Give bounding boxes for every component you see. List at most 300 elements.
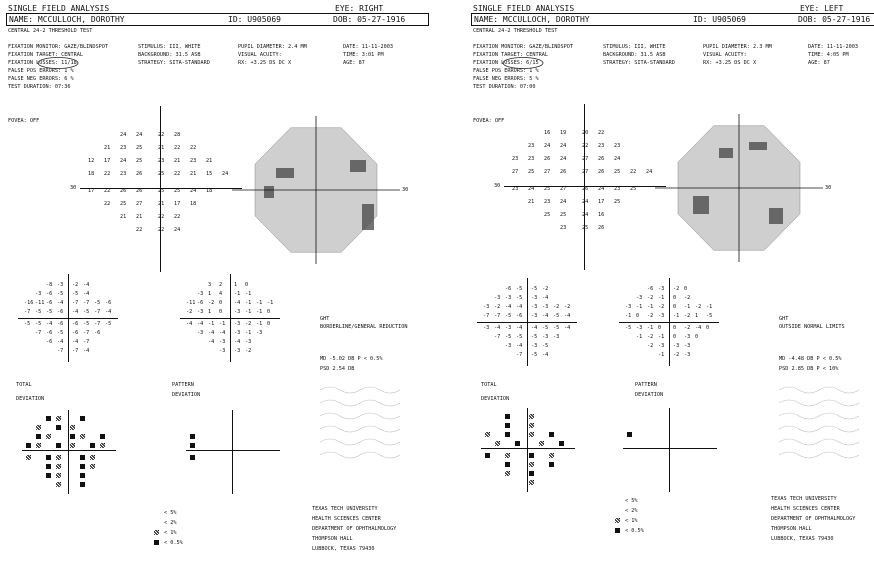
total-probability-symbol bbox=[539, 480, 544, 485]
threshold-value: 26 bbox=[136, 188, 143, 194]
total-deviation-value: -6 bbox=[72, 321, 79, 327]
pattern-probability-symbol bbox=[254, 464, 259, 469]
total-probability-symbol bbox=[529, 423, 534, 428]
pattern-probability-symbol bbox=[671, 414, 676, 419]
pattern-deviation-value: -2 bbox=[245, 348, 252, 354]
total-probability-symbol bbox=[70, 416, 75, 421]
threshold-value: 23 bbox=[528, 156, 535, 162]
eye-label: EYE: RIGHT bbox=[335, 4, 384, 13]
greyscale-axis-label: 30 bbox=[825, 185, 832, 191]
total-probability-symbol bbox=[495, 423, 500, 428]
threshold-value: 22 bbox=[174, 214, 181, 220]
pattern-probability-symbol bbox=[264, 434, 269, 439]
legend-label: < 1% bbox=[164, 530, 177, 536]
eye-label: EYE: LEFT bbox=[800, 4, 844, 13]
patient-name: NAME: MCCULLOCH, DOROTHY bbox=[474, 15, 590, 24]
total-deviation-value: -3 bbox=[553, 334, 560, 340]
legend-label: < 0.5% bbox=[164, 540, 183, 546]
threshold-value: 26 bbox=[136, 171, 143, 177]
pattern-deviation-value: -2 bbox=[684, 325, 691, 331]
pattern-probability-symbol bbox=[681, 453, 686, 458]
field-background: BACKGROUND: 31.5 ASB bbox=[138, 52, 201, 58]
pattern-deviation-value: -1 bbox=[636, 334, 643, 340]
total-probability-symbol bbox=[36, 434, 41, 439]
handwritten-notes bbox=[320, 387, 400, 458]
pattern-deviation-value: 1 bbox=[234, 282, 238, 288]
institution-line: LUBBOCK, TEXAS 79430 bbox=[771, 536, 834, 542]
pattern-probability-symbol bbox=[691, 432, 696, 437]
pattern-probability-symbol bbox=[200, 443, 205, 448]
pattern-probability-symbol bbox=[691, 462, 696, 467]
total-deviation-value: -4 bbox=[516, 304, 523, 310]
pattern-deviation-value: -1 bbox=[219, 321, 226, 327]
total-probability-symbol bbox=[80, 416, 85, 421]
threshold-value: 12 bbox=[88, 158, 95, 164]
pattern-deviation-value: -1 bbox=[647, 304, 654, 310]
total-probability-v-axis bbox=[68, 410, 69, 494]
legend-symbol bbox=[615, 528, 620, 533]
greyscale-defect bbox=[719, 148, 733, 158]
fixation-losses-circle bbox=[503, 58, 543, 69]
pattern-deviation-value: -6 bbox=[197, 300, 204, 306]
threshold-value: 24 bbox=[120, 132, 127, 138]
total-probability-symbol bbox=[495, 441, 500, 446]
total-probability-symbol bbox=[70, 464, 75, 469]
institution-line: THOMPSON HALL bbox=[771, 526, 812, 532]
field-false-neg: FALSE NEG ERRORS: 6 % bbox=[8, 76, 74, 82]
total-probability-symbol bbox=[515, 453, 520, 458]
field-age: AGE: 87 bbox=[343, 60, 365, 66]
pattern-probability-v-axis bbox=[232, 410, 233, 494]
total-deviation-value: -5 bbox=[46, 309, 53, 315]
threshold-value: 23 bbox=[190, 158, 197, 164]
threshold-value: 24 bbox=[614, 156, 621, 162]
field-date: DATE: 11-11-2003 bbox=[343, 44, 393, 50]
total-probability-symbol bbox=[56, 416, 61, 421]
threshold-axis-label-left: 30 bbox=[70, 185, 77, 191]
threshold-value: 24 bbox=[174, 227, 181, 233]
pattern-probability-symbol bbox=[637, 423, 642, 428]
total-probability-symbol bbox=[56, 464, 61, 469]
threshold-value: 22 bbox=[174, 145, 181, 151]
total-probability-symbol bbox=[485, 432, 490, 437]
pattern-deviation-value: 0 bbox=[245, 282, 249, 288]
total-deviation-value: -4 bbox=[83, 291, 90, 297]
pattern-deviation-value: -2 bbox=[208, 300, 215, 306]
pattern-probability-symbol bbox=[657, 423, 662, 428]
pattern-probability-symbol bbox=[637, 432, 642, 437]
field-strategy: STRATEGY: SITA-STANDARD bbox=[138, 60, 210, 66]
pattern-deviation-value: -3 bbox=[684, 352, 691, 358]
pattern-probability-symbol bbox=[190, 434, 195, 439]
total-probability-symbol bbox=[70, 434, 75, 439]
threshold-value: 22 bbox=[136, 227, 143, 233]
pattern-deviation-value: -3 bbox=[219, 348, 226, 354]
total-deviation-value: -7 bbox=[35, 330, 42, 336]
threshold-value: 26 bbox=[120, 188, 127, 194]
threshold-value: 24 bbox=[560, 199, 567, 205]
pattern-deviation-value: -1 bbox=[208, 321, 215, 327]
threshold-value: 21 bbox=[120, 214, 127, 220]
pattern-deviation-value: -1 bbox=[658, 295, 665, 301]
pattern-deviation-value: -2 bbox=[186, 309, 193, 315]
pattern-deviation-value: 0 bbox=[658, 325, 662, 331]
threshold-value: 21 bbox=[528, 199, 535, 205]
total-probability-symbol bbox=[529, 441, 534, 446]
threshold-value: 24 bbox=[136, 132, 143, 138]
total-deviation-value: -16 bbox=[24, 300, 34, 306]
threshold-value: 24 bbox=[598, 186, 605, 192]
pattern-deviation-value: 0 bbox=[636, 313, 640, 319]
pattern-probability-symbol bbox=[244, 473, 249, 478]
total-deviation-value: -5 bbox=[542, 343, 549, 349]
total-probability-symbol bbox=[505, 423, 510, 428]
pattern-deviation-value: 0 bbox=[219, 309, 223, 315]
total-deviation-value: -2 bbox=[494, 304, 501, 310]
pattern-probability-symbol bbox=[254, 455, 259, 460]
threshold-value: 28 bbox=[174, 132, 181, 138]
greyscale-defect bbox=[276, 168, 294, 178]
total-deviation-value: -5 bbox=[542, 325, 549, 331]
total-probability-symbol bbox=[485, 441, 490, 446]
total-probability-symbol bbox=[539, 414, 544, 419]
total-deviation-value: -4 bbox=[83, 282, 90, 288]
total-deviation-value: -7 bbox=[516, 352, 523, 358]
total-deviation-value: -4 bbox=[57, 300, 64, 306]
total-deviation-value: -7 bbox=[494, 334, 501, 340]
md-value: MD -5.02 DB P < 0.5% bbox=[320, 356, 383, 362]
threshold-value: 24 bbox=[528, 186, 535, 192]
pattern-probability-symbol bbox=[681, 462, 686, 467]
institution-line: DEPARTMENT OF OPHTHALMOLOGY bbox=[771, 516, 856, 522]
total-deviation-value: -3 bbox=[531, 304, 538, 310]
total-deviation-value: -6 bbox=[46, 339, 53, 345]
pattern-deviation-label-2: DEVIATION bbox=[635, 392, 664, 398]
field-time: TIME: 4:05 PM bbox=[808, 52, 849, 58]
pattern-probability-symbol bbox=[220, 434, 225, 439]
pattern-deviation-value: -3 bbox=[256, 330, 263, 336]
pattern-probability-v-axis bbox=[669, 408, 670, 492]
pattern-probability-symbol bbox=[647, 453, 652, 458]
threshold-value: 25 bbox=[136, 158, 143, 164]
pattern-probability-symbol bbox=[254, 443, 259, 448]
pattern-deviation-value: -1 bbox=[234, 291, 241, 297]
total-probability-symbol bbox=[46, 443, 51, 448]
threshold-axis-label-left: 30 bbox=[494, 183, 501, 189]
total-deviation-value: -2 bbox=[72, 282, 79, 288]
pattern-probability-symbol bbox=[637, 453, 642, 458]
threshold-value: 16 bbox=[544, 130, 551, 136]
total-deviation-value: -7 bbox=[24, 309, 31, 315]
pattern-deviation-value: 0 bbox=[673, 325, 677, 331]
threshold-value: 27 bbox=[136, 201, 143, 207]
total-deviation-value: -3 bbox=[542, 334, 549, 340]
threshold-value: 25 bbox=[614, 169, 621, 175]
threshold-value: 20 bbox=[582, 130, 589, 136]
pattern-deviation-value: -4 bbox=[208, 339, 215, 345]
pattern-probability-symbol bbox=[210, 434, 215, 439]
total-deviation-value: -3 bbox=[483, 304, 490, 310]
total-deviation-value: -3 bbox=[505, 325, 512, 331]
total-deviation-label-2: DEVIATION bbox=[481, 396, 510, 402]
institution-line: THOMPSON HALL bbox=[312, 536, 353, 542]
threshold-value: 24 bbox=[222, 171, 229, 177]
total-deviation-v-axis bbox=[68, 274, 69, 362]
total-probability-symbol bbox=[539, 471, 544, 476]
pattern-probability-symbol bbox=[234, 455, 239, 460]
total-deviation-value: -4 bbox=[542, 295, 549, 301]
psd-value: PSD 2.54 DB bbox=[320, 366, 355, 372]
legend-symbol bbox=[154, 520, 159, 525]
field-fovea: FOVEA: OFF bbox=[8, 118, 40, 124]
total-probability-symbol bbox=[46, 455, 51, 460]
pattern-probability-symbol bbox=[210, 473, 215, 478]
pattern-probability-symbol bbox=[264, 443, 269, 448]
ght-label: GHT bbox=[320, 316, 330, 322]
threshold-value: 23 bbox=[158, 158, 165, 164]
threshold-value: 21 bbox=[158, 145, 165, 151]
pattern-probability-symbol bbox=[244, 416, 249, 421]
total-deviation-value: -4 bbox=[46, 321, 53, 327]
total-deviation-value: -6 bbox=[46, 300, 53, 306]
total-probability-symbol bbox=[505, 453, 510, 458]
total-probability-h-axis bbox=[22, 450, 116, 451]
threshold-value: 22 bbox=[158, 227, 165, 233]
field-fixation-target: FIXATION TARGET: CENTRAL bbox=[8, 52, 83, 58]
threshold-value: 26 bbox=[598, 169, 605, 175]
field-acuity: VISUAL ACUITY: bbox=[238, 52, 282, 58]
test-name: CENTRAL 24-2 THRESHOLD TEST bbox=[473, 28, 558, 34]
threshold-value: 25 bbox=[544, 186, 551, 192]
total-probability-symbol bbox=[549, 462, 554, 467]
threshold-value: 22 bbox=[190, 145, 197, 151]
field-false-pos: FALSE POS ERRORS: 1 % bbox=[473, 68, 539, 74]
greyscale-axis-label: 30 bbox=[402, 187, 409, 193]
pattern-probability-symbol bbox=[234, 482, 239, 487]
pattern-deviation-value: -5 bbox=[706, 313, 713, 319]
pattern-probability-symbol bbox=[210, 443, 215, 448]
total-probability-symbol bbox=[46, 473, 51, 478]
report-title: SINGLE FIELD ANALYSIS bbox=[473, 4, 575, 13]
total-deviation-value: -6 bbox=[57, 309, 64, 315]
pattern-deviation-value: -1 bbox=[658, 352, 665, 358]
pattern-deviation-value: -1 bbox=[658, 334, 665, 340]
total-deviation-value: -3 bbox=[57, 282, 64, 288]
pattern-deviation-value: -3 bbox=[234, 321, 241, 327]
threshold-value: 24 bbox=[582, 199, 589, 205]
total-probability-symbol bbox=[100, 434, 105, 439]
pattern-probability-symbol bbox=[244, 443, 249, 448]
total-probability-symbol bbox=[495, 462, 500, 467]
total-probability-symbol bbox=[539, 462, 544, 467]
total-probability-symbol bbox=[529, 480, 534, 485]
total-deviation-value: -5 bbox=[516, 286, 523, 292]
total-deviation-value: -6 bbox=[516, 313, 523, 319]
pattern-deviation-value: -2 bbox=[647, 334, 654, 340]
pattern-probability-symbol bbox=[244, 464, 249, 469]
total-deviation-value: -7 bbox=[94, 321, 101, 327]
pattern-probability-symbol bbox=[234, 464, 239, 469]
total-probability-symbol bbox=[36, 443, 41, 448]
ght-label: GHT bbox=[779, 316, 789, 322]
total-probability-symbol bbox=[515, 462, 520, 467]
pattern-probability-symbol bbox=[220, 425, 225, 430]
threshold-value: 23 bbox=[512, 156, 519, 162]
total-probability-symbol bbox=[529, 432, 534, 437]
total-probability-symbol bbox=[90, 455, 95, 460]
pattern-deviation-value: -2 bbox=[647, 295, 654, 301]
pattern-probability-symbol bbox=[637, 441, 642, 446]
pattern-probability-symbol bbox=[681, 471, 686, 476]
field-false-pos: FALSE POS ERRORS: 1 % bbox=[8, 68, 74, 74]
threshold-value: 21 bbox=[174, 158, 181, 164]
total-probability-symbol bbox=[56, 473, 61, 478]
pattern-probability-symbol bbox=[220, 455, 225, 460]
threshold-value: 26 bbox=[582, 186, 589, 192]
pattern-deviation-value: -3 bbox=[625, 304, 632, 310]
pattern-deviation-value: 1 bbox=[208, 291, 212, 297]
pattern-deviation-value: -4 bbox=[234, 300, 241, 306]
pattern-probability-h-axis bbox=[186, 450, 280, 451]
threshold-value: 19 bbox=[560, 130, 567, 136]
total-probability-symbol bbox=[529, 453, 534, 458]
total-deviation-value: -3 bbox=[505, 343, 512, 349]
pattern-probability-symbol bbox=[234, 443, 239, 448]
pattern-deviation-value: -2 bbox=[695, 304, 702, 310]
pattern-probability-symbol bbox=[681, 423, 686, 428]
pattern-probability-symbol bbox=[657, 480, 662, 485]
threshold-value: 22 bbox=[158, 214, 165, 220]
total-deviation-value: -3 bbox=[505, 295, 512, 301]
total-deviation-label: TOTAL bbox=[481, 382, 497, 388]
total-deviation-value: -5 bbox=[24, 321, 31, 327]
pattern-deviation-value: -3 bbox=[234, 348, 241, 354]
pattern-deviation-value: -3 bbox=[636, 325, 643, 331]
field-fixation-losses: FIXATION LOSSES: 11/18 bbox=[8, 60, 77, 66]
psd-value: PSD 2.85 DB P < 10% bbox=[779, 366, 839, 372]
report-drawing bbox=[437, 0, 874, 572]
total-deviation-value: -4 bbox=[57, 339, 64, 345]
pattern-probability-symbol bbox=[647, 441, 652, 446]
institution-line: TEXAS TECH UNIVERSITY bbox=[312, 506, 378, 512]
total-deviation-value: -5 bbox=[553, 325, 560, 331]
legend-label: < 5% bbox=[625, 498, 638, 504]
total-deviation-value: -7 bbox=[494, 313, 501, 319]
pattern-deviation-value: -5 bbox=[625, 325, 632, 331]
pattern-deviation-value: 0 bbox=[673, 334, 677, 340]
pattern-deviation-value: -1 bbox=[673, 313, 680, 319]
total-probability-symbol bbox=[46, 416, 51, 421]
field-fixation-target: FIXATION TARGET: CENTRAL bbox=[473, 52, 548, 58]
threshold-value: 23 bbox=[120, 171, 127, 177]
legend-label: < 2% bbox=[164, 520, 177, 526]
ght-result: OUTSIDE NORMAL LIMITS bbox=[779, 324, 845, 330]
pattern-probability-symbol bbox=[681, 480, 686, 485]
pattern-deviation-value: 0 bbox=[673, 304, 677, 310]
pattern-probability-symbol bbox=[657, 471, 662, 476]
total-deviation-label-2: DEVIATION bbox=[16, 396, 45, 402]
total-deviation-value: -7 bbox=[83, 300, 90, 306]
threshold-value: 24 bbox=[582, 212, 589, 218]
pattern-probability-symbol bbox=[210, 425, 215, 430]
handwritten-notes bbox=[779, 387, 859, 458]
total-deviation-value: -3 bbox=[542, 304, 549, 310]
pattern-probability-symbol bbox=[200, 425, 205, 430]
total-probability-symbol bbox=[505, 462, 510, 467]
field-pupil: PUPIL DIAMETER: 2.3 MM bbox=[703, 44, 772, 50]
total-deviation-value: -4 bbox=[516, 343, 523, 349]
pattern-deviation-value: -4 bbox=[197, 321, 204, 327]
pattern-deviation-value: 1 bbox=[695, 313, 699, 319]
pattern-deviation-value: -1 bbox=[706, 304, 713, 310]
pattern-probability-symbol bbox=[681, 432, 686, 437]
pattern-deviation-value: -2 bbox=[647, 343, 654, 349]
field-fixation-monitor: FIXATION MONITOR: GAZE/BLINDSPOT bbox=[8, 44, 108, 50]
pattern-probability-symbol bbox=[647, 423, 652, 428]
pattern-deviation-label: PATTERN bbox=[172, 382, 194, 388]
threshold-value: 22 bbox=[630, 169, 637, 175]
threshold-value: 22 bbox=[104, 188, 111, 194]
pattern-deviation-value: 3 bbox=[208, 282, 212, 288]
total-deviation-value: -4 bbox=[83, 348, 90, 354]
total-deviation-value: -5 bbox=[516, 295, 523, 301]
total-probability-symbol bbox=[515, 480, 520, 485]
pattern-probability-symbol bbox=[657, 453, 662, 458]
pattern-probability-symbol bbox=[691, 441, 696, 446]
total-deviation-value: -7 bbox=[72, 348, 79, 354]
legend-symbol bbox=[615, 518, 620, 523]
pattern-probability-symbol bbox=[244, 425, 249, 430]
greyscale-defect bbox=[693, 196, 709, 214]
total-deviation-value: -5 bbox=[505, 334, 512, 340]
field-pupil: PUPIL DIAMETER: 2.4 MM bbox=[238, 44, 307, 50]
pattern-probability-symbol bbox=[210, 464, 215, 469]
pattern-probability-symbol bbox=[244, 434, 249, 439]
total-deviation-value: -5 bbox=[516, 334, 523, 340]
threshold-value: 22 bbox=[104, 171, 111, 177]
total-probability-symbol bbox=[36, 464, 41, 469]
field-acuity: VISUAL ACUITY: bbox=[703, 52, 747, 58]
institution-line: DEPARTMENT OF OPHTHALMOLOGY bbox=[312, 526, 397, 532]
greyscale-defect bbox=[264, 186, 274, 198]
total-probability-symbol bbox=[70, 482, 75, 487]
threshold-value: 27 bbox=[512, 169, 519, 175]
threshold-value: 17 bbox=[88, 188, 95, 194]
total-deviation-value: -5 bbox=[531, 334, 538, 340]
pattern-probability-symbol bbox=[671, 432, 676, 437]
pattern-probability-symbol bbox=[657, 432, 662, 437]
pattern-deviation-value: -3 bbox=[197, 291, 204, 297]
pattern-probability-symbol bbox=[220, 443, 225, 448]
total-deviation-value: -5 bbox=[72, 291, 79, 297]
pattern-probability-symbol bbox=[244, 482, 249, 487]
total-deviation-value: -5 bbox=[35, 309, 42, 315]
greyscale-defect bbox=[769, 208, 783, 224]
report-left-eye bbox=[437, 0, 874, 572]
total-probability-symbol bbox=[549, 432, 554, 437]
threshold-value: 22 bbox=[104, 201, 111, 207]
pattern-deviation-value: -3 bbox=[636, 295, 643, 301]
total-probability-symbol bbox=[539, 432, 544, 437]
greyscale-defect bbox=[749, 142, 767, 150]
pattern-probability-symbol bbox=[627, 453, 632, 458]
total-deviation-value: -6 bbox=[94, 330, 101, 336]
threshold-value: 27 bbox=[582, 169, 589, 175]
pattern-deviation-value: -1 bbox=[256, 309, 263, 315]
pattern-probability-symbol bbox=[647, 471, 652, 476]
threshold-value: 23 bbox=[120, 145, 127, 151]
pattern-deviation-value: 0 bbox=[684, 286, 688, 292]
